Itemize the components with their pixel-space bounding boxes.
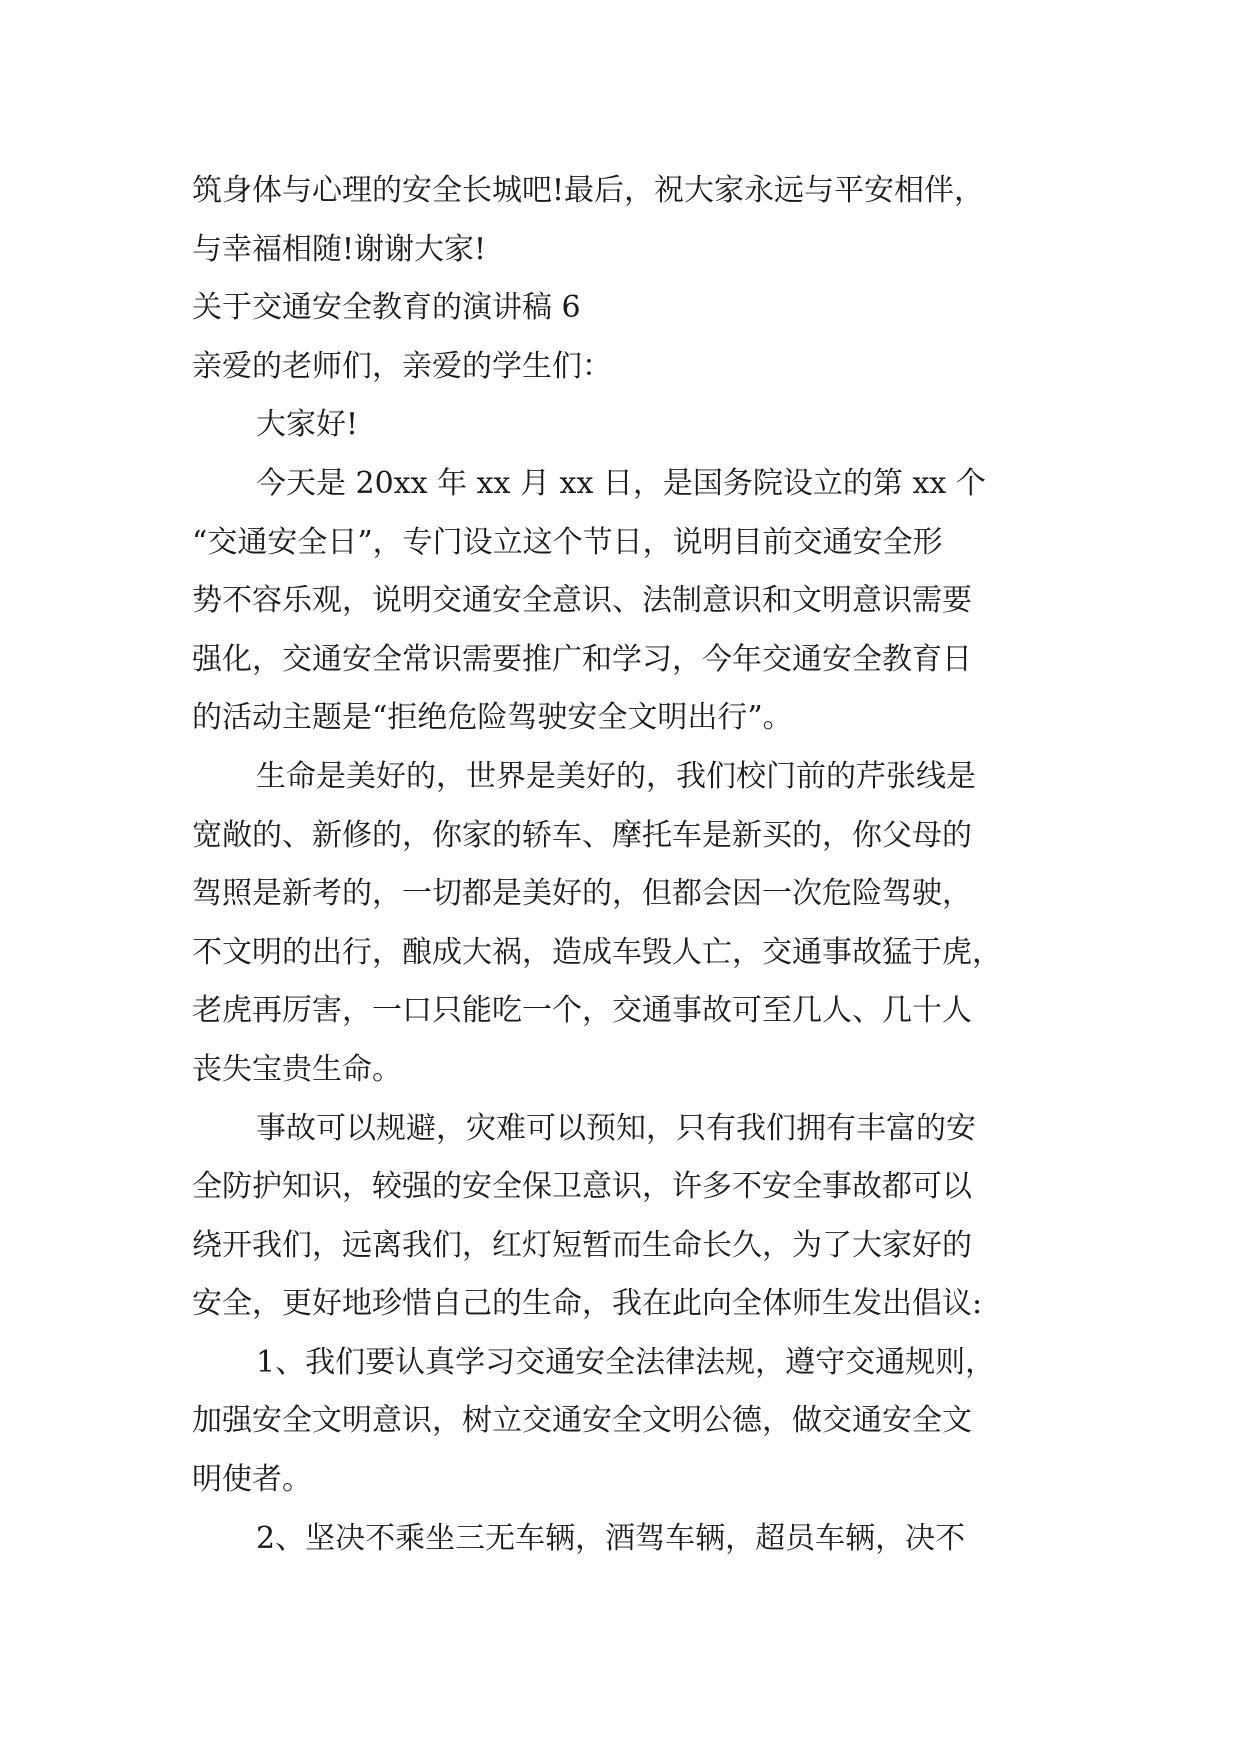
text-line: 筑身体与心理的安全长城吧!最后，祝大家永远与平安相伴， (192, 173, 985, 208)
text-line: 势不容乐观，说明交通安全意识、法制意识和文明意识需要 (192, 583, 972, 619)
text-line: 驾照是新考的，一切都是美好的，但都会因一次危险驾驶， (192, 876, 972, 912)
text-line: 丧失宝贵生命。 (192, 1051, 402, 1087)
list-item-text: 加强安全文明意识，树立交通安全文明公德，做交通安全文 (192, 1403, 972, 1439)
text-line: 老虎再厉害，一口只能吃一个，交通事故可至几人、几十人 (192, 993, 972, 1029)
text-line: 事故可以规避，灾难可以预知，只有我们拥有丰富的安 (256, 1110, 976, 1146)
text-line: 全防护知识，较强的安全保卫意识，许多不安全事故都可以 (192, 1169, 972, 1205)
list-item-text: 1、我们要认真学习交通安全法律法规，遵守交通规则， (256, 1344, 996, 1380)
document-body (192, 162, 1062, 1568)
text-line: “交通安全日”，专门设立这个节日，说明目前交通安全形 (192, 524, 943, 560)
text-line: 今天是 20xx 年 xx 月 xx 日，是国务院设立的第 xx 个 (256, 465, 986, 501)
text-line: 不文明的出行，酿成大祸，造成车毁人亡，交通事故猛于虎， (192, 934, 1002, 970)
salutation: 亲爱的老师们，亲爱的学生们： (192, 348, 612, 384)
list-item-text: 明使者。 (192, 1462, 312, 1498)
text-line: 安全，更好地珍惜自己的生命，我在此向全体师生发出倡议: (192, 1286, 983, 1322)
text-line: 生命是美好的，世界是美好的，我们校门前的芹张线是 (256, 758, 976, 794)
text-line: 宽敞的、新修的，你家的轿车、摩托车是新买的，你父母的 (192, 817, 972, 853)
text-line: 的活动主题是“拒绝危险驾驶安全文明出行”。 (192, 700, 793, 736)
text-line: 绕开我们，远离我们，红灯短暂而生命长久，为了大家好的 (192, 1227, 972, 1263)
list-item-text: 2、坚决不乘坐三无车辆，酒驾车辆，超员车辆，决不 (256, 1520, 966, 1556)
greeting: 大家好! (256, 407, 359, 443)
section-title: 关于交通安全教育的演讲稿 6 (192, 290, 581, 326)
text-line: 与幸福相随!谢谢大家! (192, 231, 487, 267)
text-line: 强化，交通安全常识需要推广和学习，今年交通安全教育日 (192, 641, 972, 677)
